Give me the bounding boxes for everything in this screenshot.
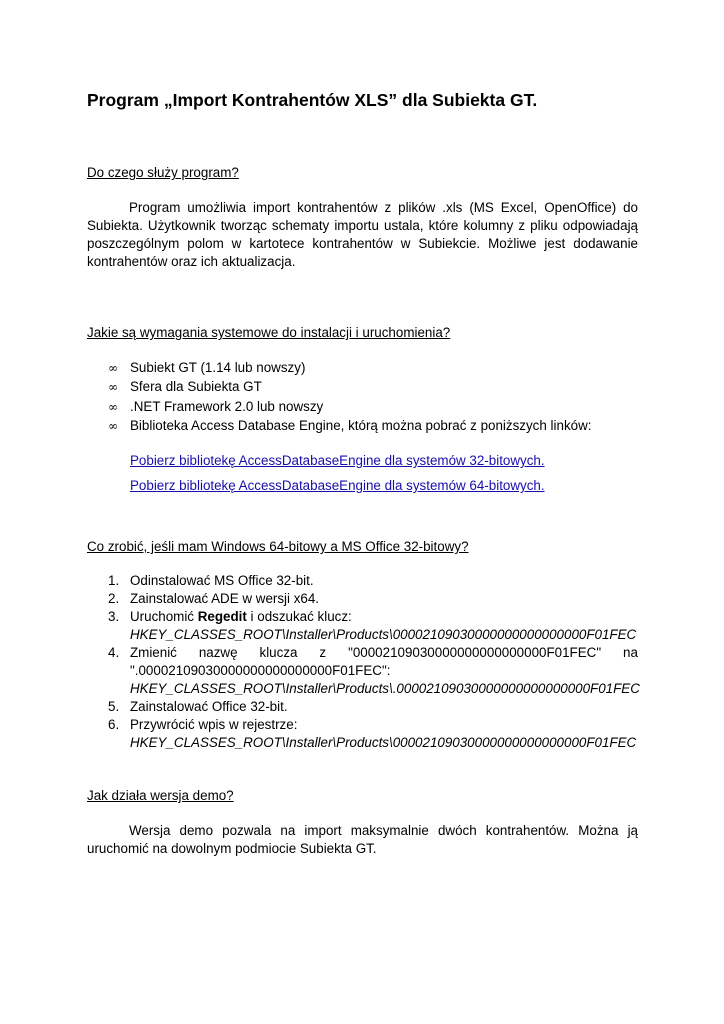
section-heading-purpose: Do czego służy program? xyxy=(87,165,239,180)
requirement-text: Biblioteka Access Database Engine, którą można pobrać z poniższych linków: xyxy=(130,417,592,433)
step-number: 4. xyxy=(108,645,120,660)
list-item xyxy=(110,378,591,397)
steps-list xyxy=(87,572,638,752)
list-item xyxy=(110,359,591,378)
section-heading-requirements: Jakie są wymagania systemowe do instalacji i uruchomienia? xyxy=(87,325,451,340)
step-number: 3. xyxy=(108,609,120,624)
download-link-64bit[interactable]: Pobierz bibliotekę AccessDatabaseEngine dla systemów 64-bitowych. xyxy=(130,478,545,493)
list-item xyxy=(87,572,638,590)
step-word: na xyxy=(623,645,638,660)
step-text-part: i odszukać klucz: xyxy=(246,609,352,624)
step-text-continued: ".00002109030000000000000000F01FEC": xyxy=(130,663,391,678)
list-item xyxy=(87,644,638,698)
registry-key: HKEY_CLASSES_ROOT\Installer\Products\00002109030000000000000000F01FEC xyxy=(130,627,637,642)
step-word: "00002109030000000000000000F01FEC" xyxy=(348,645,602,660)
step-text xyxy=(130,608,638,626)
section-heading-windows64: Co zrobić, jeśli mam Windows 64-bitowy a MS Office 32-bitowy? xyxy=(87,539,469,554)
list-item xyxy=(87,716,638,752)
list-item xyxy=(87,590,638,608)
step-word: z xyxy=(319,645,327,660)
step-text: Odinstalować MS Office 32-bit. xyxy=(130,573,314,588)
step-number: 2. xyxy=(108,591,120,606)
requirement-text: Sfera dla Subiekta GT xyxy=(130,379,262,395)
step-word: nazwę xyxy=(198,645,238,660)
step-word: Zmienić xyxy=(130,645,177,660)
step-text xyxy=(130,644,638,662)
page-title: Program „Import Kontrahentów XLS” dla Subiekta GT. xyxy=(87,90,538,110)
step-text: Zainstalować ADE w wersji x64. xyxy=(130,591,320,606)
step-text: Zainstalować Office 32-bit. xyxy=(130,699,288,714)
bullet-icon: ∞ xyxy=(108,380,118,395)
step-number: 5. xyxy=(108,699,120,714)
requirements-list xyxy=(110,359,591,436)
regedit-label: Regedit xyxy=(197,609,247,624)
step-word: klucza xyxy=(259,645,298,660)
list-item xyxy=(110,417,591,436)
step-number: 6. xyxy=(108,717,120,732)
requirement-text: Subiekt GT (1.14 lub nowszy) xyxy=(130,360,306,375)
download-link-32bit[interactable]: Pobierz bibliotekę AccessDatabaseEngine dla systemów 32-bitowych. xyxy=(130,453,545,468)
list-item xyxy=(87,608,638,644)
step-text: Przywrócić wpis w rejestrze: xyxy=(130,717,298,732)
list-item xyxy=(87,698,638,716)
registry-key: HKEY_CLASSES_ROOT\Installer\Products\00002109030000000000000000F01FEC xyxy=(130,735,637,750)
step-text-part: Uruchomić xyxy=(130,609,198,624)
purpose-paragraph: Program umożliwia import kontrahentów z plików .xls (MS Excel, OpenOffice) do Subiekta. Użytkownik tworząc schematy importu ustala, które kolumny z pliku odpowiadają poszczególnym polom w kartotece kontrahentów w Subiekcie. Możliwe jest dodawanie kontrahentów oraz ich aktualizacja. xyxy=(87,200,638,269)
registry-key: HKEY_CLASSES_ROOT\Installer\Products\.00002109030000000000000000F01FEC xyxy=(130,681,640,696)
step-number: 1. xyxy=(108,573,120,588)
bullet-icon: ∞ xyxy=(108,399,118,414)
requirement-text: .NET Framework 2.0 lub nowszy xyxy=(130,398,324,414)
bullet-icon: ∞ xyxy=(108,361,118,375)
list-item xyxy=(110,398,591,417)
bullet-icon: ∞ xyxy=(108,418,118,433)
section-heading-demo: Jak działa wersja demo? xyxy=(87,788,234,803)
demo-paragraph: Wersja demo pozwala na import maksymalnie dwóch kontrahentów. Można ją uruchomić na dowolnym podmiocie Subiekta GT. xyxy=(87,823,638,856)
